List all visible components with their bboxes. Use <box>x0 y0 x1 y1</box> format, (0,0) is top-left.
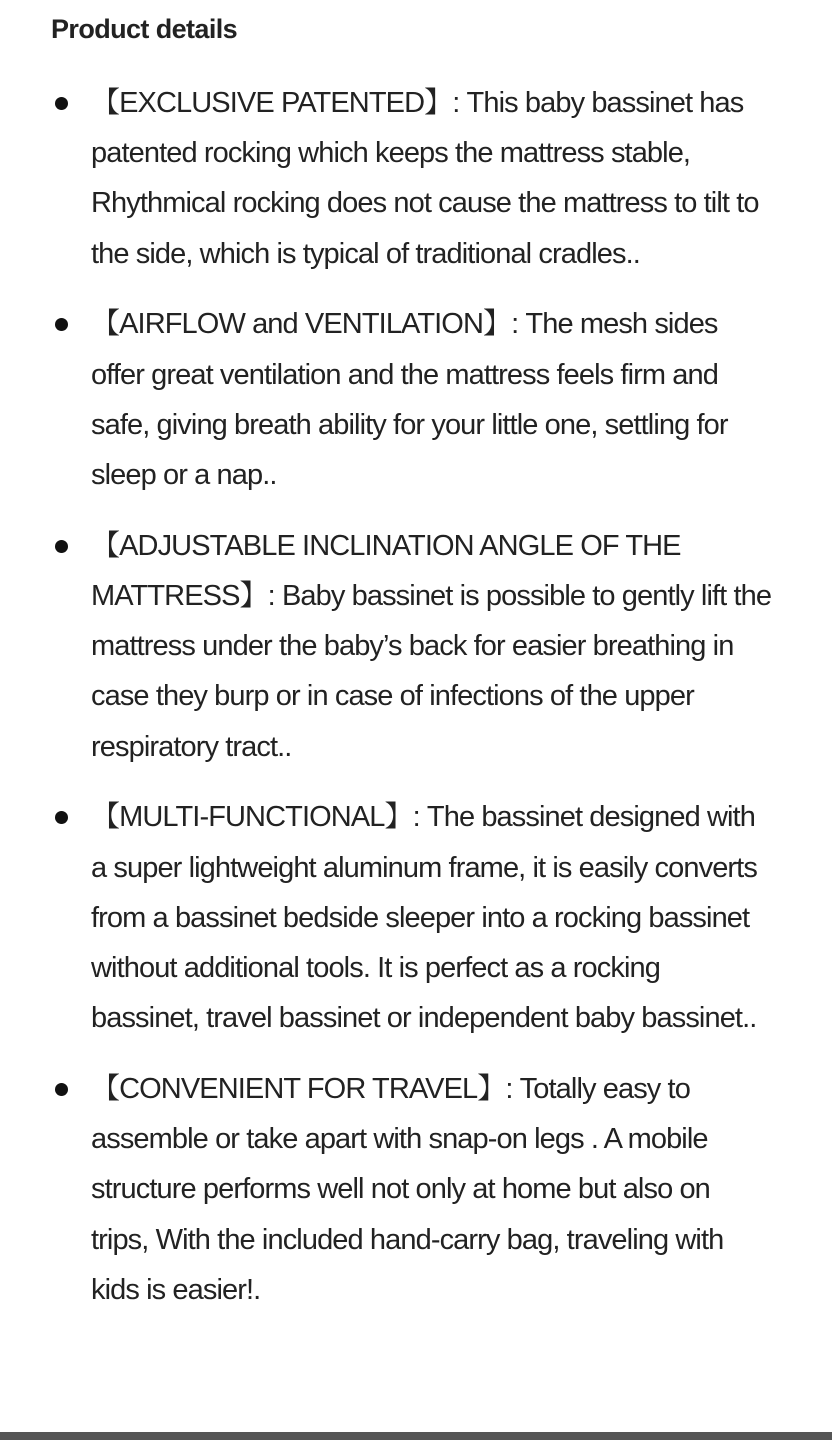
bullet-icon <box>55 1083 68 1096</box>
bullet-icon <box>55 540 68 553</box>
bullet-icon <box>55 97 68 110</box>
bottom-bar <box>0 1432 832 1440</box>
list-item-text: 【CONVENIENT FOR TRAVEL】: Totally easy to assemble or take apart with snap-on legs . A mobile structure performs well not only at home but also on trips, With the included hand-carry bag, traveling with kids is easier!. <box>91 1073 724 1306</box>
list-item <box>0 78 832 279</box>
list-item-text: 【EXCLUSIVE PATENTED】: This baby bassinet has patented rocking which keeps the mattress stable, Rhythmical rocking does not cause the mattress to tilt to the side, which is typical of traditional cradles.. <box>91 87 759 270</box>
list-item <box>0 299 832 500</box>
list-item-text: 【MULTI-FUNCTIONAL】: The bassinet designed with a super lightweight aluminum frame, it is easily converts from a bassinet bedside sleeper into a rocking bassinet without additional tools. It is perfect as a rocking bassinet, travel bassinet or independent baby bassinet.. <box>91 801 757 1035</box>
bullet-icon <box>55 811 68 824</box>
product-details-list <box>0 78 832 1336</box>
bullet-icon <box>55 318 68 331</box>
section-title: Product details <box>51 14 238 44</box>
list-item <box>0 521 832 772</box>
list-item-text: 【ADJUSTABLE INCLINATION ANGLE OF THE MATTRESS】: Baby bassinet is possible to gently lift the mattress under the baby’s back for easier breathing in case they burp or in case of infections of the upper respiratory tract.. <box>91 529 772 763</box>
list-item-text: 【AIRFLOW and VENTILATION】: The mesh sides offer great ventilation and the mattress feels firm and safe, giving breath ability for your little one, settling for sleep or a nap.. <box>91 308 728 492</box>
list-item <box>0 792 832 1043</box>
list-item <box>0 1064 832 1315</box>
